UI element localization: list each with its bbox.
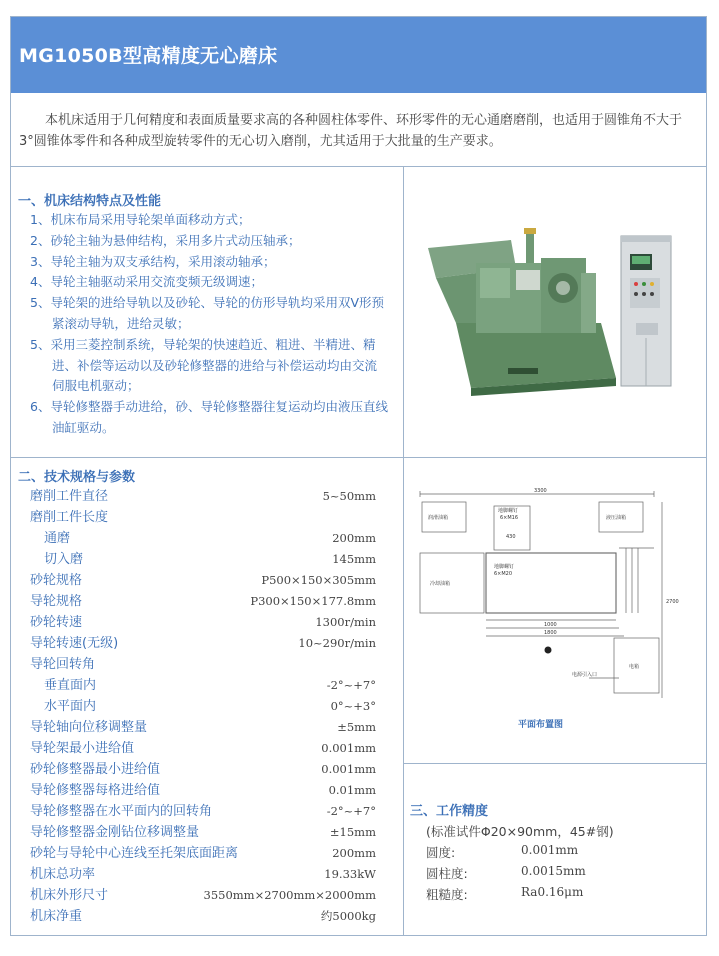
spec-label: 导轮修整器金刚钻位移调整量 [30,825,200,840]
spec-value: 0.001mm [321,762,376,776]
spec-label: 水平面内 [44,699,97,714]
precision-value: 0.0015mm [521,864,586,878]
spec-row [18,738,376,759]
dim-top-label: 3300 [534,488,547,494]
precision-label: 粗糙度: [426,887,468,902]
cabinet-label: 电箱 [629,664,640,670]
feature-item: 2、砂轮主轴为悬伸结构，采用多片式动压轴承； [30,232,301,248]
spec-label: 通磨 [44,531,71,546]
spec-value: 3550mm×2700mm×2000mm [203,888,376,902]
spec-value: 5~50mm [322,489,376,503]
spec-row [18,507,376,528]
coolant-tank-label: 冷却油箱 [430,581,451,587]
spec-row [18,591,376,612]
spec-row [18,675,376,696]
bolt1b-label: 6×M16 [500,515,519,521]
spec-label: 导轮规格 [30,594,83,609]
precision-label: 圆柱度: [426,866,468,881]
spec-label: 砂轮修整器最小进给值 [30,762,161,777]
intro-text: 本机床适用于几何精度和表面质量要求高的各种圆柱体零件、环形零件的无心通磨磨削，也适用于圆锥角不大于3°圆锥体零件和各种成型旋转零件的无心切入磨削，尤其适用于大批量的生产要求。 [19,113,683,149]
spec-value: -2°~+7° [326,678,376,692]
precision-row [426,843,579,861]
spec-row [18,633,376,654]
dim-a-label: 1000 [544,622,557,628]
spec-value: 0.01mm [328,783,376,797]
spec-label: 导轮回转角 [30,657,96,672]
machine-photo [416,228,696,398]
spec-value: 200mm [332,846,376,860]
spec-label: 导轮轴向位移调整量 [30,720,148,735]
spec-value: 0°~+3° [330,699,376,713]
spec-row [18,717,376,738]
lube-tank-label: 润滑油箱 [428,515,449,521]
layout-caption: 平面布置图 [518,720,564,730]
spec-label: 砂轮转速 [30,615,83,630]
spec-value: 1300r/min [315,615,376,629]
spec-row [18,906,376,927]
specs-table [18,486,376,927]
spec-row [18,780,376,801]
spec-value: 约5000kg [320,909,376,923]
spec-value: -2°~+7° [326,804,376,818]
spec-value: 200mm [332,531,376,545]
spec-value: P500×150×305mm [261,573,376,587]
column-divider [403,167,404,935]
spec-row [18,612,376,633]
floor-layout-plan [414,488,698,718]
features-list [8,210,388,439]
specs-title: 二、技术规格与参数 [18,470,136,485]
spec-label: 导轮架最小进给值 [30,741,135,756]
title-bar [11,17,706,93]
feature-item: 1、机床布局采用导轮架单面移动方式； [30,212,251,227]
hydraulic-tank-label: 液压油箱 [606,515,627,521]
bolt1-label: 地脚螺钉 [498,508,519,514]
precision-label: 圆度: [426,845,456,860]
spec-value: 10~290r/min [298,636,376,650]
feature-item: 4、导轮主轴驱动采用交流变频无级调速； [30,274,263,290]
spec-row [18,801,376,822]
spec-row [18,528,376,549]
spec-label: 砂轮规格 [30,573,83,588]
feature-item: 5、采用三菱控制系统，导轮架的快速趋近、粗进、半精进、精进、补偿等运动以及砂轮修整器的进给与补偿运动均由交流伺服电机驱动； [30,336,378,394]
spec-row [18,570,376,591]
spec-label: 磨削工件长度 [30,510,109,525]
precision-title: 三、工作精度 [410,804,489,819]
spec-row [18,759,376,780]
spec-row [18,822,376,843]
spec-row [18,843,376,864]
spec-value: 19.33kW [324,867,376,881]
feature-item: 3、导轮主轴为双支承结构，采用滚动轴承； [30,253,276,269]
precision-row [426,885,584,903]
spec-row [18,486,376,507]
features-title: 一、机床结构特点及性能 [18,194,162,209]
spec-value: ±5mm [337,720,376,734]
precision-row [426,864,586,882]
spec-row [18,696,376,717]
spec-value: 0.001mm [321,741,376,755]
spec-label: 砂轮与导轮中心连线至托架底面距离 [30,846,239,861]
section-divider [11,457,706,458]
precision-standard: (标准试件Φ20×90mm，45#钢) [426,824,614,839]
spec-row [18,864,376,885]
spec-value: 145mm [332,552,376,566]
precision-value: Ra0.16μm [521,885,584,899]
feature-item: 5、导轮架的进给导轨以及砂轮、导轮的仿形导轨均采用双V形预紧滚动导轨，进给灵敏； [30,295,385,331]
spec-label: 磨削工件直径 [30,489,109,504]
bolt2-label: 地脚螺钉 [494,564,515,570]
spec-label: 机床净重 [30,909,83,924]
spec-label: 机床外形尺寸 [30,888,109,903]
spec-label: 机床总功率 [30,867,96,882]
dim-c-label: 430 [506,534,516,540]
precision-value: 0.001mm [521,843,579,857]
bolt2b-label: 6×M20 [494,571,513,577]
dim-b-label: 1800 [544,630,557,636]
spec-value: P300×150×177.8mm [250,594,376,608]
intro-section [11,93,706,167]
spec-label: 导轮修整器在水平面内的回转角 [30,804,213,819]
spec-row [18,885,376,906]
spec-value: ±15mm [329,825,376,839]
dim-right-label: 2700 [666,599,679,605]
spec-label: 垂直面内 [44,678,97,693]
power-inlet-label: 电源引入口 [572,672,598,678]
spec-label: 导轮转速(无级) [30,636,119,651]
spec-label: 切入磨 [44,552,84,567]
spec-label: 导轮修整器每格进给值 [30,783,161,798]
spec-row [18,654,376,675]
page-title: MG1050B型高精度无心磨床 [19,45,278,67]
spec-row [18,549,376,570]
feature-item: 6、导轮修整器手动进给，砂、导轮修整器往复运动均由液压直线油缸驱动。 [30,399,388,435]
section-divider-right [403,763,706,764]
